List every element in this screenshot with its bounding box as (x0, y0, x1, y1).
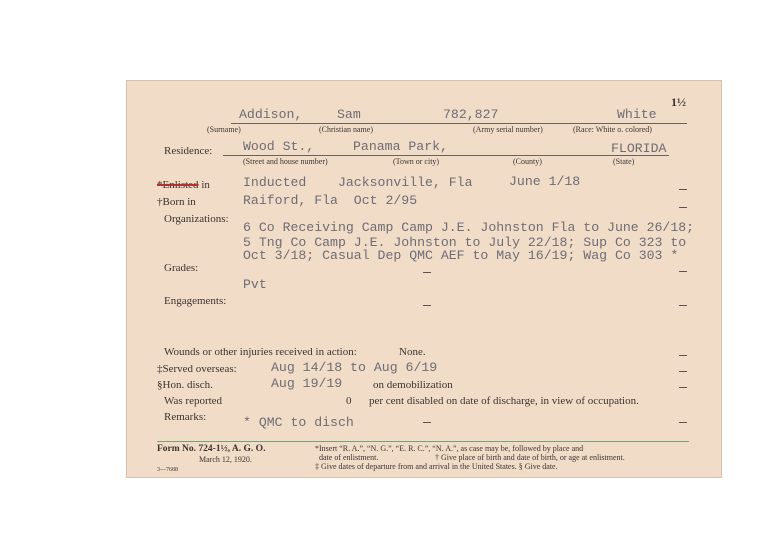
race-value: White (617, 107, 657, 122)
town-caption: (Town or city) (393, 157, 440, 166)
form-number: Form No. 724-1½, A. G. O. (157, 444, 266, 454)
enlisted-struck-word: *Enlisted (157, 179, 199, 191)
state-value: FLORIDA (611, 141, 667, 156)
reported-suffix: per cent disabled on date of discharge, in view of occupation. (369, 395, 639, 407)
remarks-dash (423, 422, 431, 423)
organizations-label: Organizations: (164, 213, 229, 225)
form-code: 3—7688 (157, 467, 178, 473)
footnote-insert: *Insert “R. A.”, “N. G.”, “E. R. C.”, “N. A.”, as case may be, followed by place and (315, 444, 584, 453)
surname-value: Addison, (239, 107, 303, 122)
enlisted-date: June 1/18 (509, 174, 581, 189)
engagements-label: Engagements: (164, 295, 227, 307)
organization-line: 6 Co Receiving Camp Camp J.E. Johnston Fla to June 26/18; (243, 220, 695, 235)
serial-number-value: 782,827 (443, 107, 499, 122)
hon-disch-suffix: on demobilization (373, 379, 453, 391)
town-value: Panama Park, (353, 139, 448, 154)
wounds-value: None. (399, 346, 426, 358)
engagements-dash (423, 305, 431, 306)
served-value: Aug 14/18 to Aug 6/19 (271, 360, 438, 375)
wounds-dash (679, 355, 687, 356)
service-record-card (126, 80, 722, 478)
served-dash (679, 371, 687, 372)
reported-value: 0 (346, 395, 352, 407)
hon-disch-label: §Hon. disch. (157, 379, 213, 391)
grades-label: Grades: (164, 262, 199, 274)
born-value: Raiford, Fla Oct 2/95 (243, 193, 418, 208)
county-caption: (County) (513, 157, 542, 166)
remarks-dash-right (679, 422, 687, 423)
enlisted-value: Inducted Jacksonville, Fla (243, 175, 473, 190)
street-caption: (Street and house number) (243, 157, 328, 166)
organization-line: Oct 3/18; Casual Dep QMC AEF to May 16/19; Wag Co 303 * (243, 248, 679, 263)
enlisted-dash (679, 189, 687, 190)
christian-name-caption: (Christian name) (319, 125, 373, 134)
footnote-dates: ‡ Give dates of departure from and arrival in the United States. § Give date. (315, 462, 558, 471)
footnote-birth: † Give place of birth and date of birth, or age at enlistment. (435, 453, 625, 462)
hon-disch-value: Aug 19/19 (271, 376, 343, 391)
wounds-label: Wounds or other injuries received in action: (164, 346, 357, 358)
residence-label: Residence: (164, 145, 213, 157)
remarks-label: Remarks: (164, 411, 207, 423)
born-dash (679, 207, 687, 208)
name-line (231, 123, 687, 124)
footnote-date-enlistment: date of enlistment. (319, 453, 379, 462)
corner-fraction: 1½ (671, 95, 686, 109)
engagements-dash-right (679, 305, 687, 306)
grades-dash-right (679, 271, 687, 272)
enlisted-in-word: in (201, 179, 210, 191)
reported-label: Was reported (164, 395, 223, 407)
grades-value: Pvt (243, 277, 267, 292)
footer-rule (157, 441, 689, 442)
grades-dash (423, 272, 431, 273)
race-caption: (Race: White o. colored) (573, 125, 652, 134)
remarks-value: * QMC to disch (243, 415, 354, 430)
form-date: March 12, 1920. (199, 455, 252, 464)
state-caption: (State) (613, 157, 635, 166)
born-label: †Born in (157, 196, 196, 208)
surname-caption: (Surname) (207, 125, 241, 134)
residence-line (223, 155, 669, 156)
street-value: Wood St., (243, 139, 315, 154)
serial-number-caption: (Army serial number) (473, 125, 543, 134)
hon-disch-dash (679, 387, 687, 388)
served-label: ‡Served overseas: (157, 363, 237, 375)
christian-name-value: Sam (337, 107, 361, 122)
enlisted-label (157, 179, 210, 191)
organization-line: 5 Tng Co Camp J.E. Johnston to July 22/18; Sup Co 323 to (243, 235, 687, 250)
